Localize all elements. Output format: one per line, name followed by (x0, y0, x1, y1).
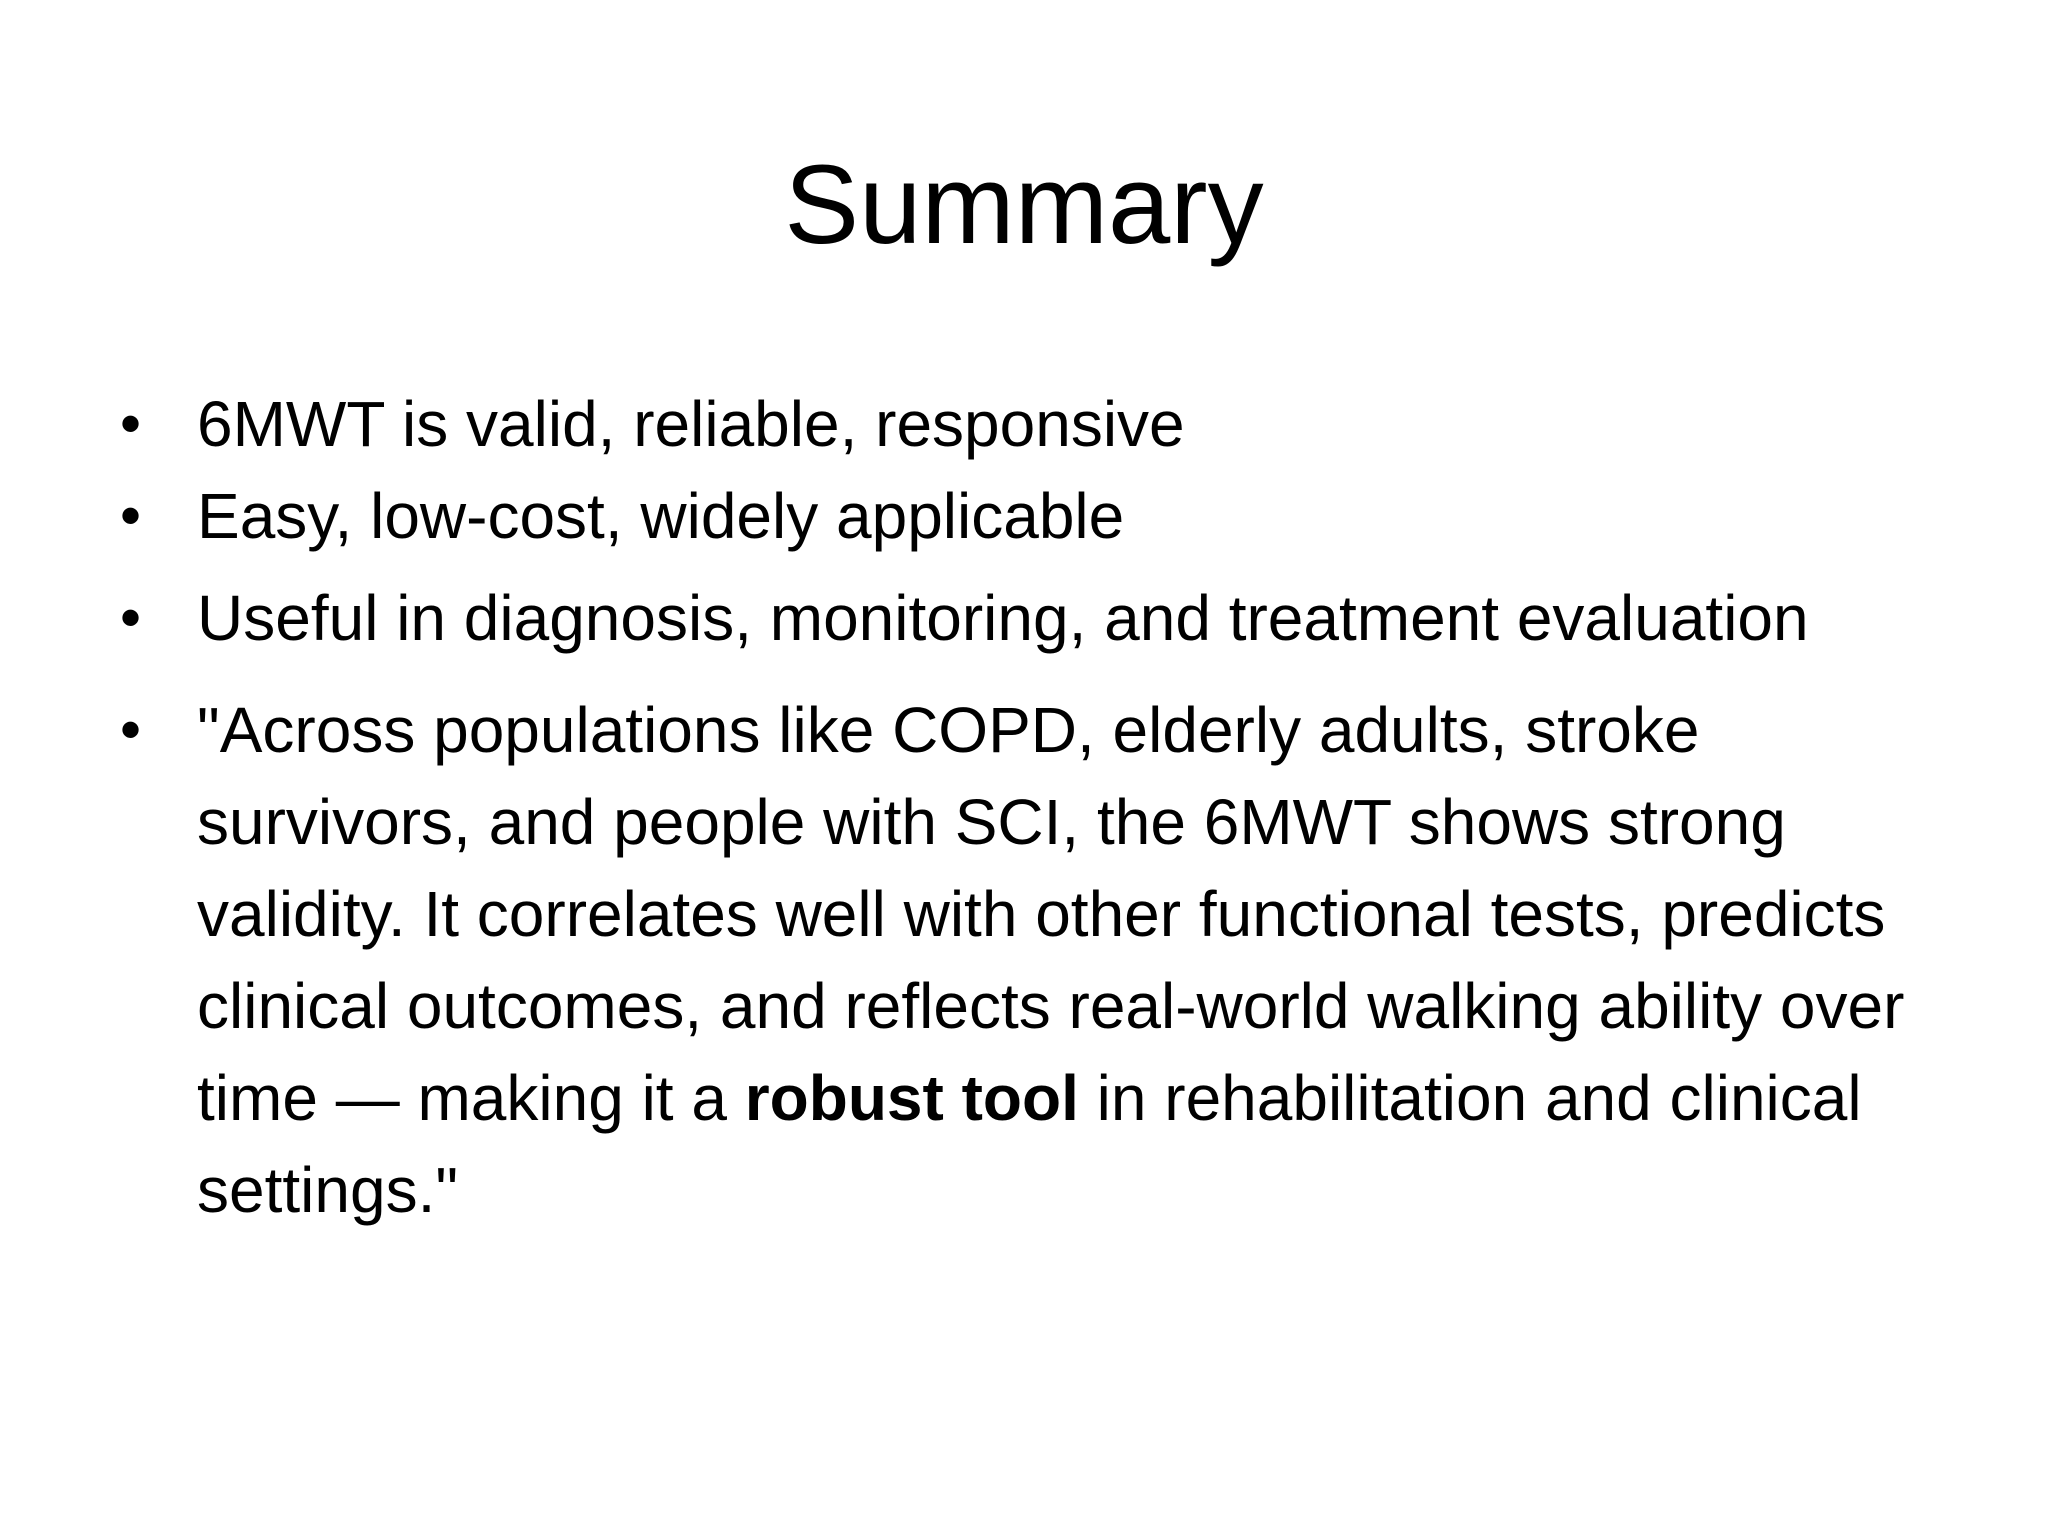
bullet-item (120, 470, 1920, 562)
bullet-text: Easy, low-cost, widely applicable (197, 480, 1125, 552)
bullet-list (120, 378, 1920, 1256)
bullet-text: 6MWT is valid, reliable, responsive (197, 388, 1185, 460)
quote-text-bold: robust tool (744, 1062, 1079, 1134)
bullet-text-quote (197, 694, 1904, 1226)
quote-text-start: "Across populations like COPD, elderly adults, stroke survivors, and people with SCI, the 6MWT shows strong validity. It correlates well with other functional tests, predicts clinical outcomes, and reflects real-world walking ability over time — making it a (197, 694, 1905, 1134)
bullet-item (120, 572, 1920, 664)
bullet-text: Useful in diagnosis, monitoring, and treatment evaluation (197, 582, 1809, 654)
slide-title: Summary (784, 142, 1264, 267)
bullet-icon: • (120, 584, 142, 651)
quote-text-end: in rehabilitation and clinical settings." (197, 1062, 1862, 1226)
bullet-item (120, 378, 1920, 470)
bullet-icon: • (120, 696, 142, 763)
bullet-icon: • (120, 482, 142, 549)
bullet-item (120, 684, 1920, 1236)
bullet-icon: • (120, 390, 142, 457)
